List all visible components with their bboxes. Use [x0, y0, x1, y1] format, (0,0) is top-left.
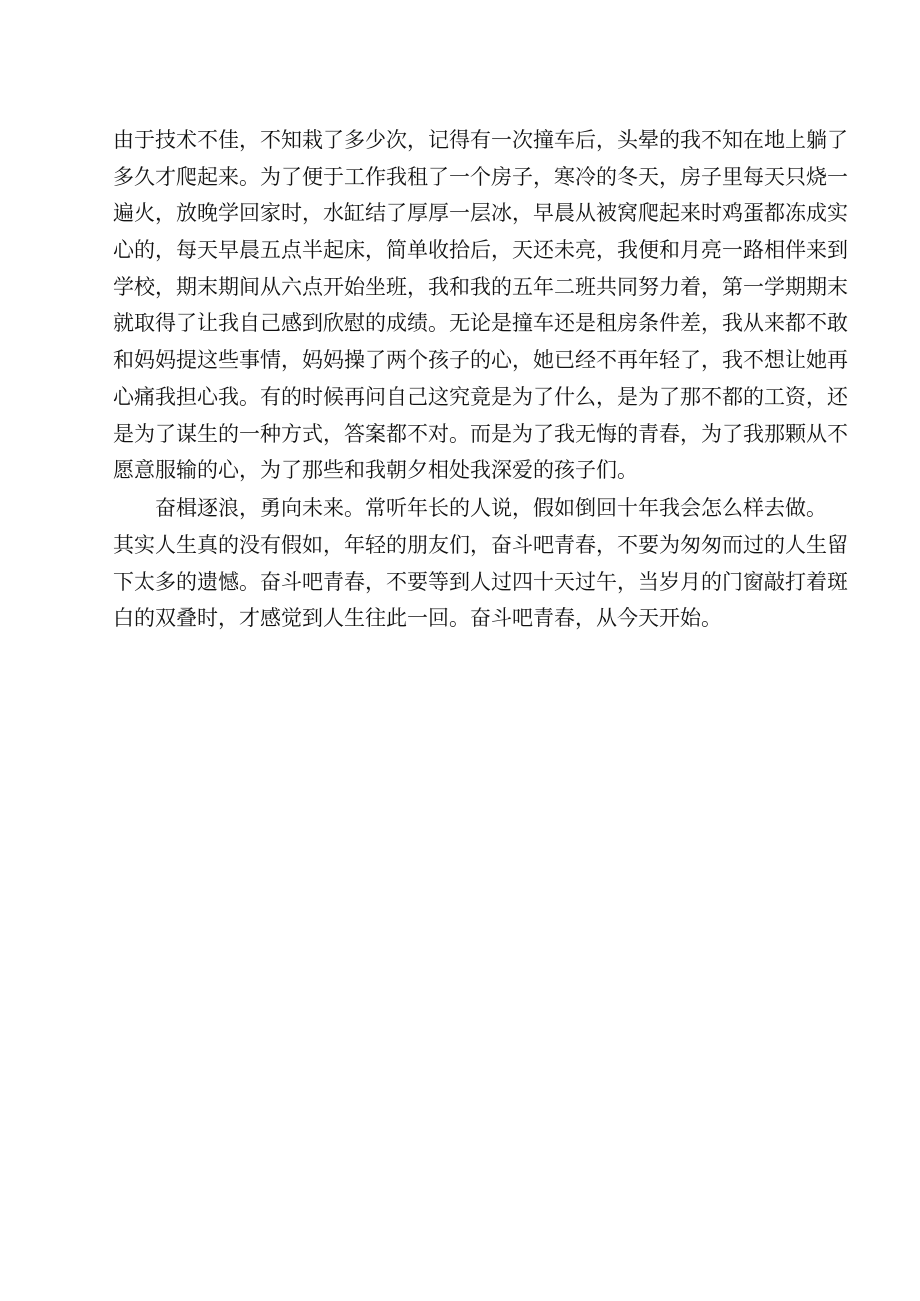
- text-line: 下太多的遗憾。奋斗吧青春，不要等到人过四十天过午，当岁月的门窗敲打着斑: [113, 569, 848, 594]
- text-line: 白的双叠时，才感觉到人生往此一回。奋斗吧青春，从今天开始。: [113, 606, 722, 631]
- text-line: 其实人生真的没有假如，年轻的朋友们，奋斗吧青春，不要为匆匆而过的人生留: [113, 533, 848, 558]
- text-line: 就取得了让我自己感到欣慰的成绩。无论是撞车还是租房条件差，我从来都不敢: [113, 311, 848, 336]
- text-line: 和妈妈提这些事情，妈妈操了两个孩子的心，她已经不再年轻了，我不想让她再: [113, 348, 848, 373]
- document-body: [113, 122, 848, 637]
- text-line: 遍火，放晚学回家时，水缸结了厚厚一层冰，早晨从被窝爬起来时鸡蛋都冻成实: [113, 201, 848, 226]
- text-line: 学校，期末期间从六点开始坐班，我和我的五年二班共同努力着，第一学期期末: [113, 274, 848, 299]
- paragraph-1: [113, 122, 848, 489]
- text-line: 多久才爬起来。为了便于工作我租了一个房子，寒冷的冬天，房子里每天只烧一: [113, 164, 848, 189]
- paragraph-2: [113, 490, 848, 637]
- text-line: 心痛我担心我。有的时候再问自己这究竟是为了什么，是为了那不都的工资，还: [113, 384, 848, 409]
- text-line: 奋楫逐浪，勇向未来。常听年长的人说，假如倒回十年我会怎么样去做。: [155, 496, 827, 521]
- text-line: 心的，每天早晨五点半起床，简单收拾后，天还未亮，我便和月亮一路相伴来到: [113, 238, 848, 263]
- text-line: 是为了谋生的一种方式，答案都不对。而是为了我无悔的青春，为了我那颗从不: [113, 421, 848, 446]
- text-line: 由于技术不佳，不知栽了多少次，记得有一次撞车后，头晕的我不知在地上躺了: [113, 128, 848, 152]
- text-line: 愿意服输的心，为了那些和我朝夕相处我深爱的孩子们。: [113, 458, 638, 483]
